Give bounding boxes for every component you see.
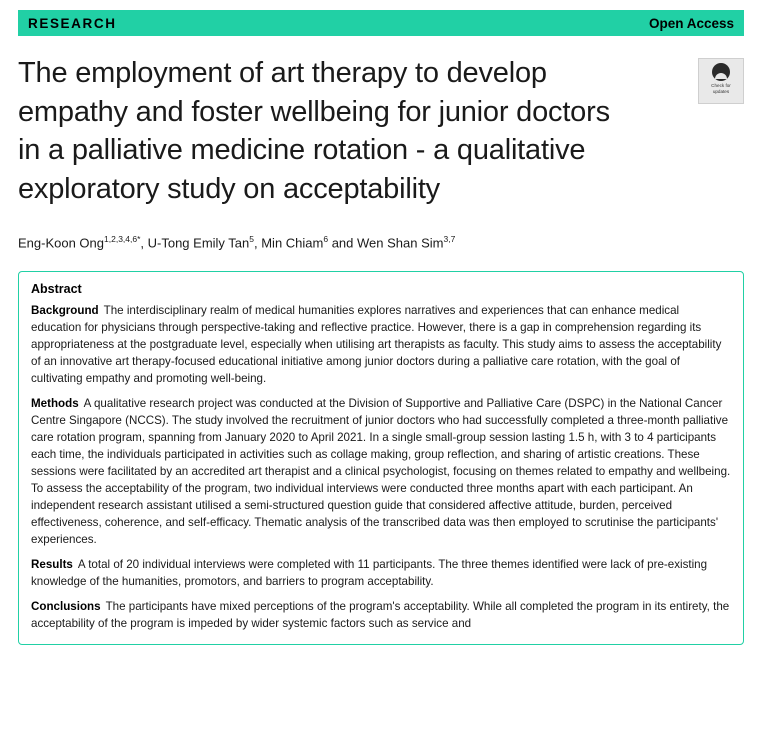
abstract-section-results [31,556,731,590]
abstract-label-results: Results [31,558,73,572]
abstract-text-background: The interdisciplinary realm of medical humanities explores narratives and experiences that can enhance medical education for physicians through perspective-taking and reflective practice. However, there is a gap in comprehension regarding its appropriateness at the postgraduate level, especially when utilising art therapists as faculty. This study aims to assess the acceptability of an innovative art therapy-focused educational initiative among junior doctors during a palliative care rotation, with the goal of cultivating empathy and promoting well-being. [31,303,722,385]
article-page [0,10,762,753]
check-for-updates-badge[interactable] [698,58,744,104]
abstract-heading: Abstract [31,281,82,296]
abstract-section-background [31,302,731,387]
check-for-updates-line2: updates [712,88,730,94]
article-type-label: RESEARCH [28,15,117,31]
check-for-updates-text [711,83,731,94]
abstract-box [18,271,744,646]
abstract-label-methods: Methods [31,396,79,410]
abstract-text-methods: A qualitative research project was conducted at the Division of Supportive and Palliative Care (DSPC) in the National Cancer Centre Singapore (NCCS). The study involved the recruitment of junior doctors who had successfully completed a three-month palliative care rotation program, spanning from January 2020 to April 2021. In a single small-group session lasting 1.5 h, with 3 to 4 participants each time, the individuals participated in activities such as collage making, group reflection, and sharing of artistic creations. These sessions were facilitated by an accredited art therapist and a clinical psychologist, focusing on themes related to empathy and wellbeing. To assess the acceptability of the program, two individual interviews were conducted three months apart with each participant. An independent research assistant utilised a semi-structured question guide that considered affective attitude, burden, perceived effectiveness, coherence, and self-efficacy. Thematic analysis of the transcribed data was then employed to scrutinise the participants' experiences. [31,396,731,547]
abstract-text-conclusions: The participants have mixed perceptions of the program's acceptability. While all completed the program in its entirety, the acceptability of the program is impeded by wider systemic factors such as service and [31,600,730,631]
check-for-updates-line1: Check for [711,83,731,88]
abstract-section-methods [31,395,731,548]
abstract-section-conclusions [31,598,731,632]
author-list: Eng-Koon Ong$^{1,2,3,4,6*}$, U-Tong Emily Tan$^5$, Min Chiam$^6$ and Wen Shan Sim$^{3,7}$ [18,234,456,251]
article-title: The employment of art therapy to develop empathy and foster wellbeing for junior doctors in a palliative medicine rotation - a qualitative exploratory study on acceptability [18,57,610,205]
check-for-updates-icon [712,63,730,81]
article-header-bar [18,10,744,36]
abstract-text-results: A total of 20 individual interviews were completed with 11 participants. The three themes identified were lack of pre-existing knowledge of the humanities, promotors, and barriers to program acceptability. [31,558,708,589]
abstract-label-conclusions: Conclusions [31,600,101,614]
abstract-label-background: Background [31,303,99,317]
open-access-label: Open Access [648,15,734,31]
